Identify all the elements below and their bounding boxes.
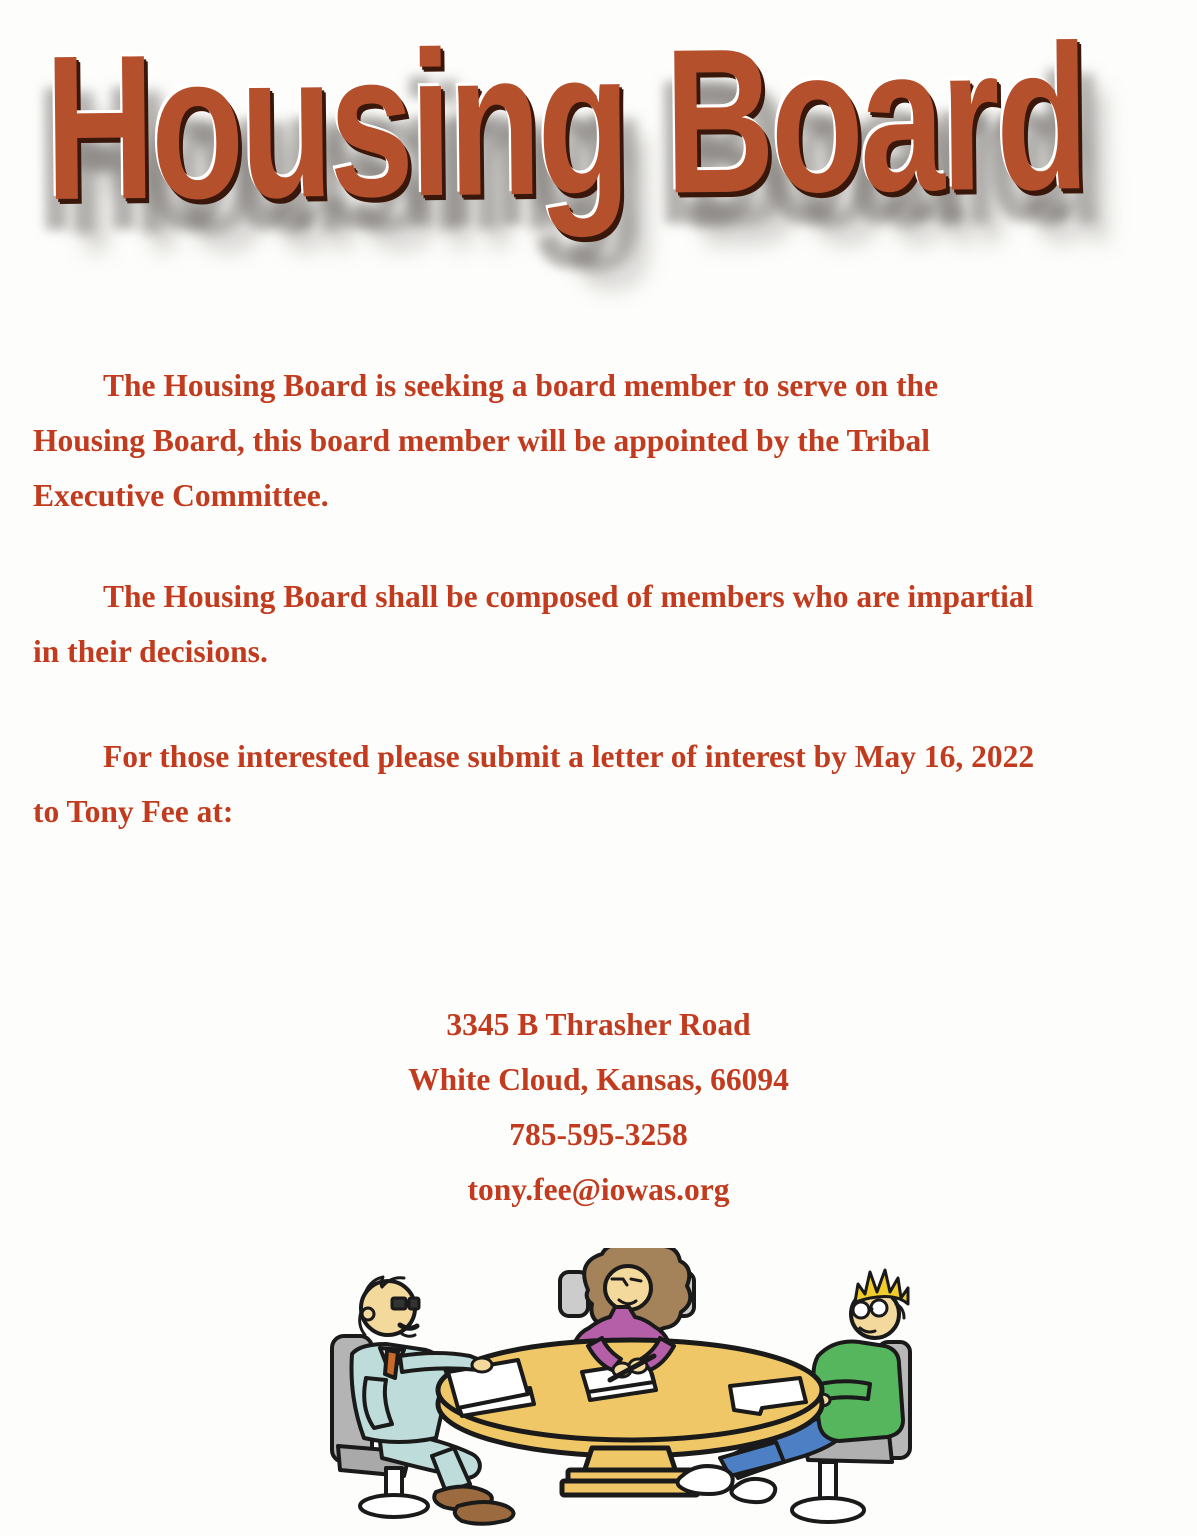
paragraph-interest [33,729,1153,839]
phone-number: 785-595-3258 [509,1117,688,1152]
flyer-title: Housing Board [43,2,1087,244]
text-line: For those interested please submit a letter of interest by May 16, 2022 [103,739,1035,774]
text-line: Executive Committee. [33,478,329,513]
board-meeting-illustration [330,1248,940,1536]
text-line: The Housing Board shall be composed of members who are impartial [103,579,1034,614]
address-line-1: 3345 B Thrasher Road [446,1007,751,1042]
contact-block [0,997,1197,1217]
text-line: in their decisions. [33,634,268,669]
text-line: Housing Board, this board member will be appointed by the Tribal [33,423,931,458]
text-line: The Housing Board is seeking a board member to serve on the [103,368,939,403]
paragraph-impartial [33,569,1153,679]
paragraph-seeking [33,358,1153,523]
email-address: tony.fee@iowas.org [467,1172,730,1207]
address-line-2: White Cloud, Kansas, 66094 [408,1062,789,1097]
text-line: to Tony Fee at: [33,794,234,829]
man-left-reaching-arm [400,1353,492,1372]
